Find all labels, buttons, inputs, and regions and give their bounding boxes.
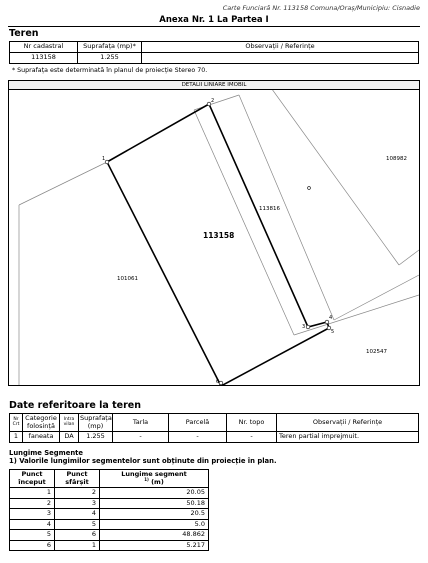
lungime-col-lungime-label: Lungime segment [121,469,187,478]
table-row-2-start: 2 [10,498,55,509]
date-ref-col-parcela: Parcelă [169,414,227,432]
table-row-5-start: 5 [10,530,55,541]
point-label-3: 3 [302,324,306,330]
table-row-3-start: 3 [10,509,55,520]
carte-funciara-header: Carte Funciară Nr. 113158 Comuna/Oraș/Municipiu: Cisnadie [222,4,420,12]
date-ref-col-tarla: Tarla [113,414,169,432]
parcel-label: 113158 [203,231,235,240]
neighbor-boundary-7 [19,162,107,205]
table-row-1-length: 20.05 [100,488,209,499]
neighbor-boundary-3 [239,95,334,320]
neighbor-label-101061: 101061 [117,276,138,282]
lungime-col-punct-sfarsit: Punct sfârșit [55,470,100,488]
date-ref-col-categorie: Categorie folosință [23,414,60,432]
lungime-unit: (m) [151,478,164,487]
date-ref-cell-suprafata: 1.255 [79,432,113,443]
teren-table [9,41,419,64]
header-divider [8,26,420,27]
teren-note: * Suprafața este determinată în planul de proiecție Stereo 70. [12,67,208,74]
date-ref-cell-intravilan: DA [60,432,79,443]
date-ref-col-observatii: Observații / Referințe [277,414,419,432]
table-row-3-end: 4 [55,509,100,520]
teren-col-nr-cadastral: Nr cadastral [10,42,78,53]
neighbor-boundary-5 [334,275,419,320]
map-dot [308,187,311,190]
teren-col-observatii: Observații / Referințe [142,42,419,53]
point-label-2: 2 [211,98,215,104]
point-label-6: 6 [216,379,220,385]
table-row-4-start: 4 [10,519,55,530]
table-row-6-start: 6 [10,540,55,551]
point-label-4: 4 [329,315,333,321]
date-ref-col-intravilan: Intra vilan [60,414,79,432]
date-ref-title: Date referitoare la teren [9,400,141,411]
neighbor-boundary-6 [294,295,419,335]
neighbor-label-108982: 108982 [386,156,407,162]
table-row-4-length: 5.0 [100,519,209,530]
teren-col-suprafata: Suprafața (mp)* [78,42,142,53]
neighbor-boundary-1 [194,110,294,335]
table-row-5-length: 48.862 [100,530,209,541]
anexa-title: Anexa Nr. 1 La Partea I [159,15,269,25]
lungime-col-lungime [100,470,209,488]
table-row-6-length: 5.217 [100,540,209,551]
table-row-1-start: 1 [10,488,55,499]
date-ref-col-suprafata: Suprafața (mp) [80,414,112,430]
date-ref-cell-categorie: faneata [23,432,60,443]
point-label-5: 5 [331,329,335,335]
date-ref-cell-nr-crt: 1 [10,432,23,443]
teren-cell-observatii [142,53,419,64]
point-1-marker [105,160,109,164]
table-row-2-length: 50.18 [100,498,209,509]
point-6-marker [219,381,223,385]
date-ref-cell-tarla: - [113,432,169,443]
lungime-unit-note: 1) [144,476,149,482]
map-panel [8,80,420,386]
point-3-marker [306,325,310,329]
date-ref-cell-parcela: - [169,432,227,443]
parcel-map [9,90,419,385]
neighbor-boundary-4 [269,90,399,265]
map-title: DETALII LINIARE IMOBIL [9,81,419,90]
table-row-3-length: 20.5 [100,509,209,520]
neighbor-label-102547: 102547 [366,349,387,355]
teren-title: Teren [9,28,39,39]
date-ref-col-nr-topo: Nr. topo [227,414,277,432]
teren-cell-nr-cadastral: 113158 [10,53,78,64]
lungime-subtitle: 1) Valorile lungimilor segmentelor sunt obținute din proiecție în plan. [9,457,277,465]
table-row-2-end: 3 [55,498,100,509]
point-label-1: 1 [102,156,106,162]
date-ref-cell-nr-topo: - [227,432,277,443]
table-row-5-end: 6 [55,530,100,541]
table-row-4-end: 5 [55,519,100,530]
date-ref-col-nr-crt: Nr Crt [10,414,23,432]
table-row-1-end: 2 [55,488,100,499]
neighbor-label-113816: 113816 [259,206,280,212]
teren-cell-suprafata: 1.255 [78,53,142,64]
neighbor-boundary-2 [194,95,239,110]
date-ref-cell-observatii: Teren partial imprejmuit. [277,432,419,443]
neighbor-boundary-9 [399,250,419,265]
date-ref-table [9,413,419,443]
lungime-table [9,469,209,551]
table-row-6-end: 1 [55,540,100,551]
lungime-title: Lungime Segmente [9,449,84,457]
parcel-boundary [107,104,329,385]
lungime-col-punct-inceput: Punct început [10,470,55,488]
